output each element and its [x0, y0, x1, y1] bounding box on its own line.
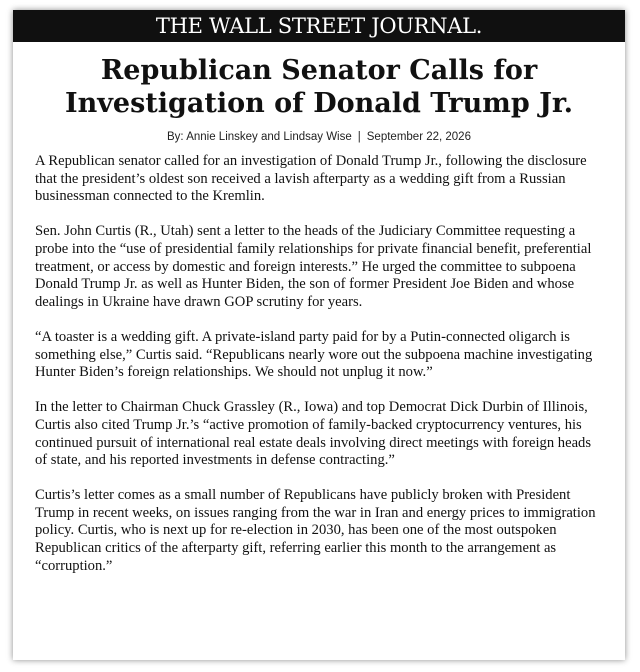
paragraph: Sen. John Curtis (R., Utah) sent a letter to the heads of the Judiciary Committee requesting a probe into the “use of presidential family relationships for private financial benefit, preferential treatment, or access by domestic and foreign interests.” He urged the committee to subpoena Donald Trump Jr. as well as Hunter Biden, the son of former President Joe Biden and whose dealings in Ukraine have drawn GOP scrutiny for years. — [35, 223, 592, 310]
article-body — [35, 153, 603, 575]
paragraph: Curtis’s letter comes as a small number of Republicans have publicly broken with President Trump in recent weeks, on issues ranging from the war in Iran and energy prices to immigration policy. Curtis, who is next up for re-election in 2030, has been one of the most outspoken Republican critics of the afterparty gift, referring earlier this month to the arrangement as “corruption.” — [35, 487, 596, 574]
masthead: THE WALL STREET JOURNAL. — [13, 10, 625, 42]
byline-date: September 22, 2026 — [366, 131, 471, 143]
byline — [13, 131, 625, 143]
headline: Republican Senator Calls for Investigation of Donald Trump Jr. — [64, 55, 574, 119]
byline-authors: By: Annie Linskey and Lindsay Wise — [167, 131, 352, 143]
byline-separator: | — [357, 131, 361, 143]
article-card — [13, 10, 625, 660]
paragraph: A Republican senator called for an investigation of Donald Trump Jr., following the disclosure that the president’s oldest son received a lavish afterparty as a wedding gift from a Russian businessman connected to the Kremlin. — [35, 153, 587, 205]
paragraph: In the letter to Chairman Chuck Grassley (R., Iowa) and top Democrat Dick Durbin of Illinois, Curtis also cited Trump Jr.’s “active promotion of family-backed cryptocurrency ventures, his continued pursuit of international real estate deals involving direct meetings with foreign heads of state, and his reported investments in defense contracting.” — [35, 399, 592, 469]
paragraph: “A toaster is a wedding gift. A private-island party paid for by a Putin-connected oligarch is something else,” Curtis said. “Republicans nearly wore out the subpoena machine investigating Hunter Biden’s foreign relationships. We should not unplug it now.” — [35, 328, 593, 381]
